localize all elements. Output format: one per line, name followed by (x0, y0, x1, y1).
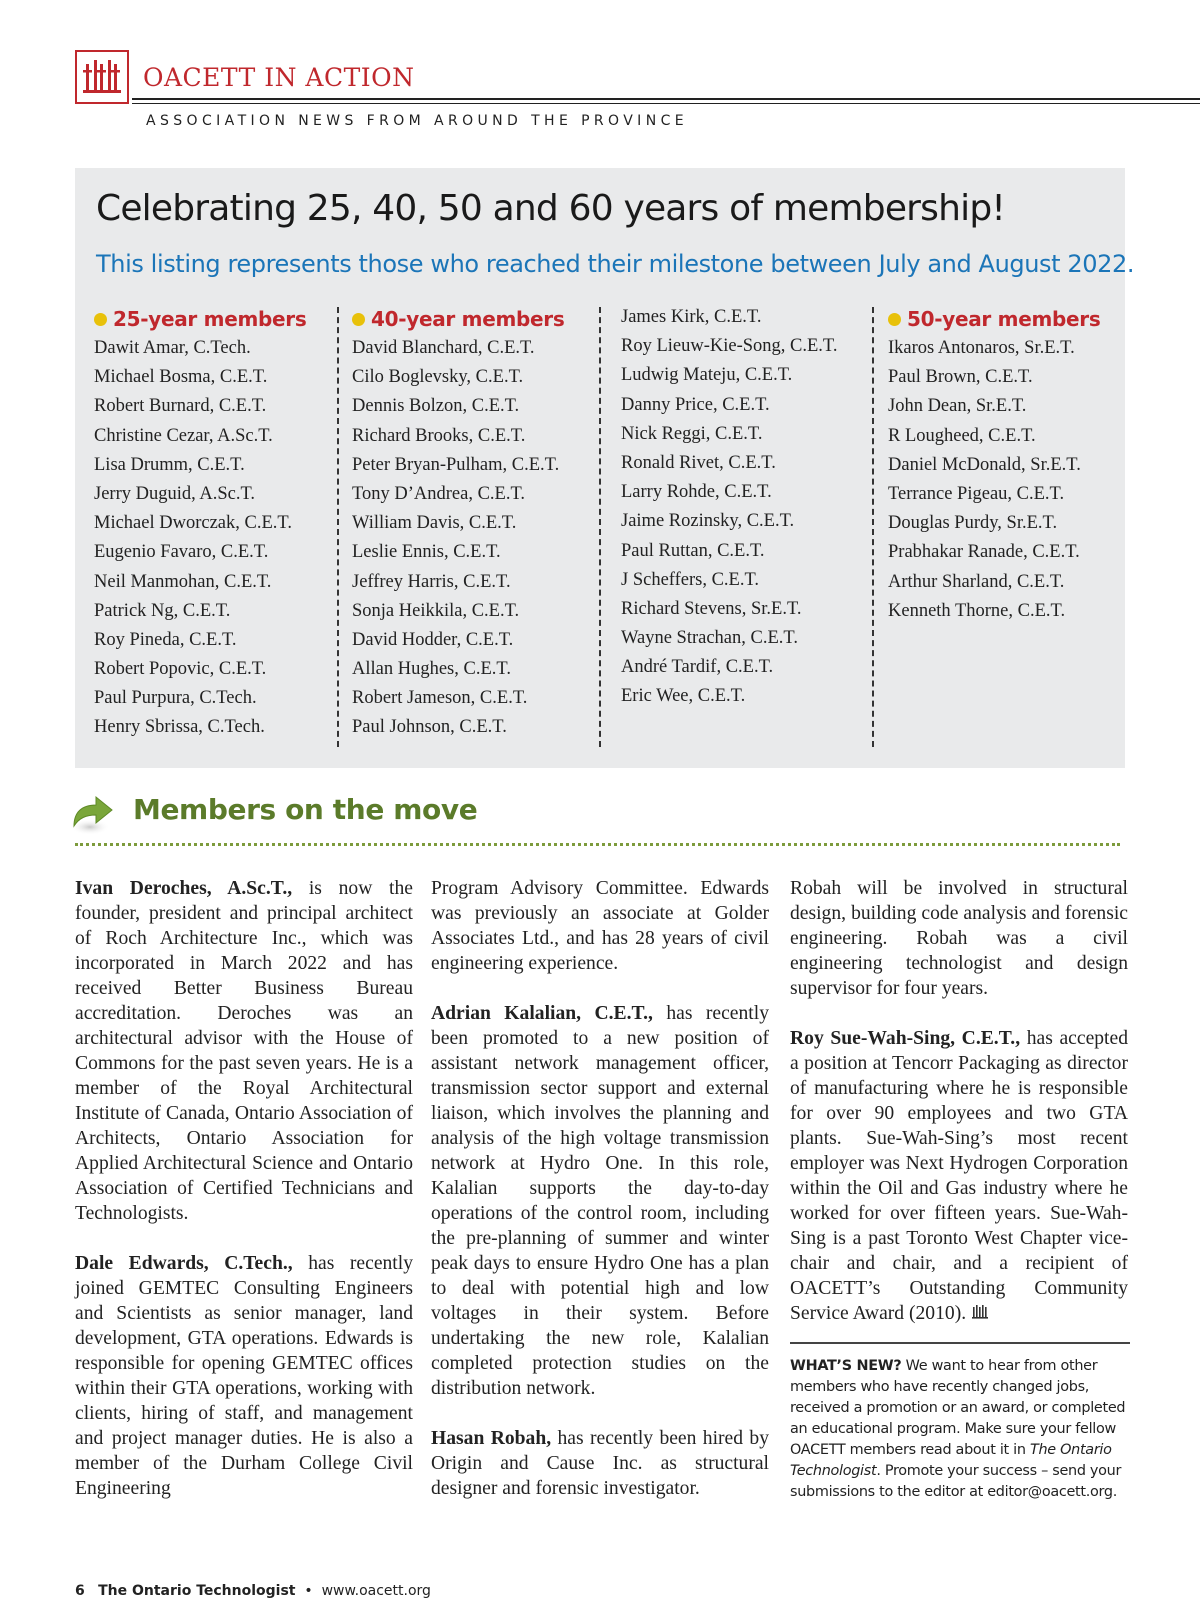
column-40-year (352, 305, 564, 743)
column-50-year (888, 305, 1100, 626)
article-column-3 (790, 876, 1128, 1351)
item-sue-wah-sing: Roy Sue-Wah-Sing, C.E.T., has accepted a position at Tencorr Packaging as director of manufacturing where he is responsible for over 90 employees and two GTA plants. Sue-Wah-Sing’s most recent employer was Next Hydrogen Corporation within the Oil and Gas industry where he worked for over fifteen years. Sue-Wah-Sing is a past Toronto West Chapter vice-chair and chair, and a recipient of OACETT’s Outstanding Community Service Award (2010). (790, 1028, 1128, 1324)
member-name: Robert Burnard, C.E.T. (94, 396, 267, 417)
logo-mark-icon (77, 52, 127, 102)
member-name: Eric Wee, C.E.T. (621, 686, 746, 707)
member-name: Michael Dworczak, C.E.T. (94, 513, 292, 534)
member-name: Dennis Bolzon, C.E.T. (352, 396, 520, 417)
header-rule-thin (132, 103, 1200, 104)
member-name: Jerry Duguid, A.Sc.T. (94, 483, 255, 504)
member-name: Lisa Drumm, C.E.T. (94, 454, 245, 475)
member-name: Peter Bryan-Pulham, C.E.T. (352, 454, 560, 475)
footer-separator: • (304, 1583, 313, 1599)
list-40-year (352, 334, 564, 743)
item-deroches: Ivan Deroches, A.Sc.T., is now the founder, president and principal architect of Roch Architecture Inc., which was incorporated in March 2022 and has received Better Business Bureau accreditation. Deroches was an architectural advisor with the House of Commons for the past seven years. He is a member of the Royal Architectural Institute of Canada, Ontario Association of Architects, Ontario Association for Applied Architectural Science and Ontario Association of Certified Technicians and Technologists. (75, 878, 413, 1224)
dotted-rule (75, 843, 1120, 846)
member-name: Neil Manmohan, C.E.T. (94, 571, 272, 592)
item-robah: Hasan Robah, has recently been hired by Origin and Cause Inc. as structural designer and forensic investigator. (431, 1428, 769, 1499)
member-name: Jaime Rozinsky, C.E.T. (621, 511, 795, 532)
member-name: Michael Bosma, C.E.T. (94, 367, 268, 388)
member-name: Roy Lieuw-Kie-Song, C.E.T. (621, 336, 838, 357)
column-divider (599, 307, 601, 747)
member-name: Terrance Pigeau, C.E.T. (888, 483, 1065, 504)
member-name: Eugenio Favaro, C.E.T. (94, 542, 269, 563)
member-name: Larry Rohde, C.E.T. (621, 482, 772, 503)
column-25-year (94, 305, 306, 743)
member-name: Paul Ruttan, C.E.T. (621, 540, 765, 561)
member-name: William Davis, C.E.T. (352, 513, 517, 534)
member-name: Richard Stevens, Sr.E.T. (621, 598, 802, 619)
column-divider (337, 307, 339, 747)
page-footer (75, 1583, 431, 1599)
bullet-icon (352, 313, 365, 326)
item-kalalian: Adrian Kalalian, C.E.T., has recently been promoted to a new position of assistant network management officer, transmission sector support and external liaison, which involves the planning and analysis of the high voltage transmission network at Hydro One. In this role, Kalalian supports the day-to-day operations of the control room, including the pre-planning of summer and winter peak days to ensure Hydro One has a plan to deal with potential high and low voltages in their system. Before undertaking the new role, Kalalian completed protection studies on the distribution network. (431, 1003, 769, 1399)
footer-website[interactable]: www.oacett.org (321, 1583, 431, 1599)
member-name: John Dean, Sr.E.T. (888, 396, 1027, 417)
member-name: André Tardif, C.E.T. (621, 657, 774, 678)
members-on-the-move-title: Members on the move (133, 793, 478, 826)
member-name: James Kirk, C.E.T. (621, 307, 762, 327)
member-name: Prabhakar Ranade, C.E.T. (888, 542, 1080, 563)
member-name: Allan Hughes, C.E.T. (352, 659, 511, 680)
member-name: Patrick Ng, C.E.T. (94, 600, 231, 621)
end-mark-icon (971, 1304, 989, 1320)
article-column-2 (431, 876, 769, 1526)
member-name: J Scheffers, C.E.T. (621, 569, 760, 590)
member-name: Kenneth Thorne, C.E.T. (888, 600, 1066, 621)
member-name: Henry Sbrissa, C.Tech. (94, 717, 265, 738)
column-40-year-continued (621, 303, 838, 712)
member-name: Danny Price, C.E.T. (621, 394, 770, 415)
member-name: Wayne Strachan, C.E.T. (621, 628, 798, 649)
member-name: Dawit Amar, C.Tech. (94, 338, 251, 358)
member-name: Cilo Boglevsky, C.E.T. (352, 367, 524, 388)
heading-40-year: 40-year members (352, 305, 564, 334)
green-arrow-icon (68, 790, 118, 836)
article-column-1 (75, 876, 413, 1526)
member-name: Douglas Purdy, Sr.E.T. (888, 513, 1058, 534)
member-name: Leslie Ennis, C.E.T. (352, 542, 501, 563)
list-40-year-continued (621, 303, 838, 712)
whats-new-callout: WHAT’S NEW? We want to hear from other members who have recently changed jobs, received a promotion or an award, or completed an educational program. Make sure your fellow OACETT members read about it in The Ontario Technologist. Promote your success – send your submissions to the editor at editor@oacett.org. (790, 1358, 1126, 1500)
member-name: Tony D’Andrea, C.E.T. (352, 483, 526, 504)
section-title: OACETT IN ACTION (143, 63, 415, 92)
member-name: David Blanchard, C.E.T. (352, 338, 535, 358)
list-25-year (94, 334, 306, 743)
member-name: Sonja Heikkila, C.E.T. (352, 600, 520, 621)
heading-50-year: 50-year members (888, 305, 1100, 334)
member-name: Arthur Sharland, C.E.T. (888, 571, 1065, 592)
item-robah-continued: Robah will be involved in structural design, building code analysis and forensic engineering. Robah was a civil engineering technologist and design supervisor for four years. (790, 878, 1128, 999)
member-name: David Hodder, C.E.T. (352, 629, 514, 650)
member-name: Paul Johnson, C.E.T. (352, 717, 507, 738)
member-name: Nick Reggi, C.E.T. (621, 423, 763, 444)
item-edwards-continued: Program Advisory Committee. Edwards was previously an associate at Golder Associates Ltd., and has 28 years of civil engineering experience. (431, 878, 769, 974)
milestone-title: Celebrating 25, 40, 50 and 60 years of membership! (96, 188, 1006, 229)
heading-25-year: 25-year members (94, 305, 306, 334)
whats-new-rule (790, 1342, 1130, 1344)
footer-publication: The Ontario Technologist (98, 1583, 296, 1599)
member-name: Christine Cezar, A.Sc.T. (94, 425, 273, 446)
column-divider (872, 307, 874, 747)
item-edwards: Dale Edwards, C.Tech., has recently joined GEMTEC Consulting Engineers and Scientists as senior manager, land development, GTA operations. Edwards is responsible for opening GEMTEC offices within their GTA operations, working with clients, hiring of staff, and management and project manager duties. He is also a member of the Durham College Civil Engineering (75, 1253, 413, 1499)
member-name: Ludwig Mateju, C.E.T. (621, 365, 793, 386)
member-name: Richard Brooks, C.E.T. (352, 425, 526, 446)
member-name: Robert Jameson, C.E.T. (352, 688, 528, 709)
member-name: Robert Popovic, C.E.T. (94, 659, 267, 680)
member-name: Daniel McDonald, Sr.E.T. (888, 454, 1081, 475)
member-name: Jeffrey Harris, C.E.T. (352, 571, 511, 592)
bullet-icon (888, 313, 901, 326)
member-name: Paul Brown, C.E.T. (888, 367, 1033, 388)
header-rule (132, 98, 1200, 100)
oacett-logo-icon (75, 50, 129, 104)
list-50-year (888, 334, 1100, 626)
member-name: Ikaros Antonaros, Sr.E.T. (888, 338, 1075, 358)
milestone-subtitle: This listing represents those who reached their milestone between July and August 2022. (96, 250, 1135, 278)
page-number: 6 (75, 1583, 85, 1599)
section-subtitle: ASSOCIATION NEWS FROM AROUND THE PROVINCE (146, 113, 689, 129)
member-name: Paul Purpura, C.Tech. (94, 688, 257, 709)
member-name: Ronald Rivet, C.E.T. (621, 452, 776, 473)
member-name: R Lougheed, C.E.T. (888, 425, 1036, 446)
bullet-icon (94, 313, 107, 326)
member-name: Roy Pineda, C.E.T. (94, 629, 237, 650)
